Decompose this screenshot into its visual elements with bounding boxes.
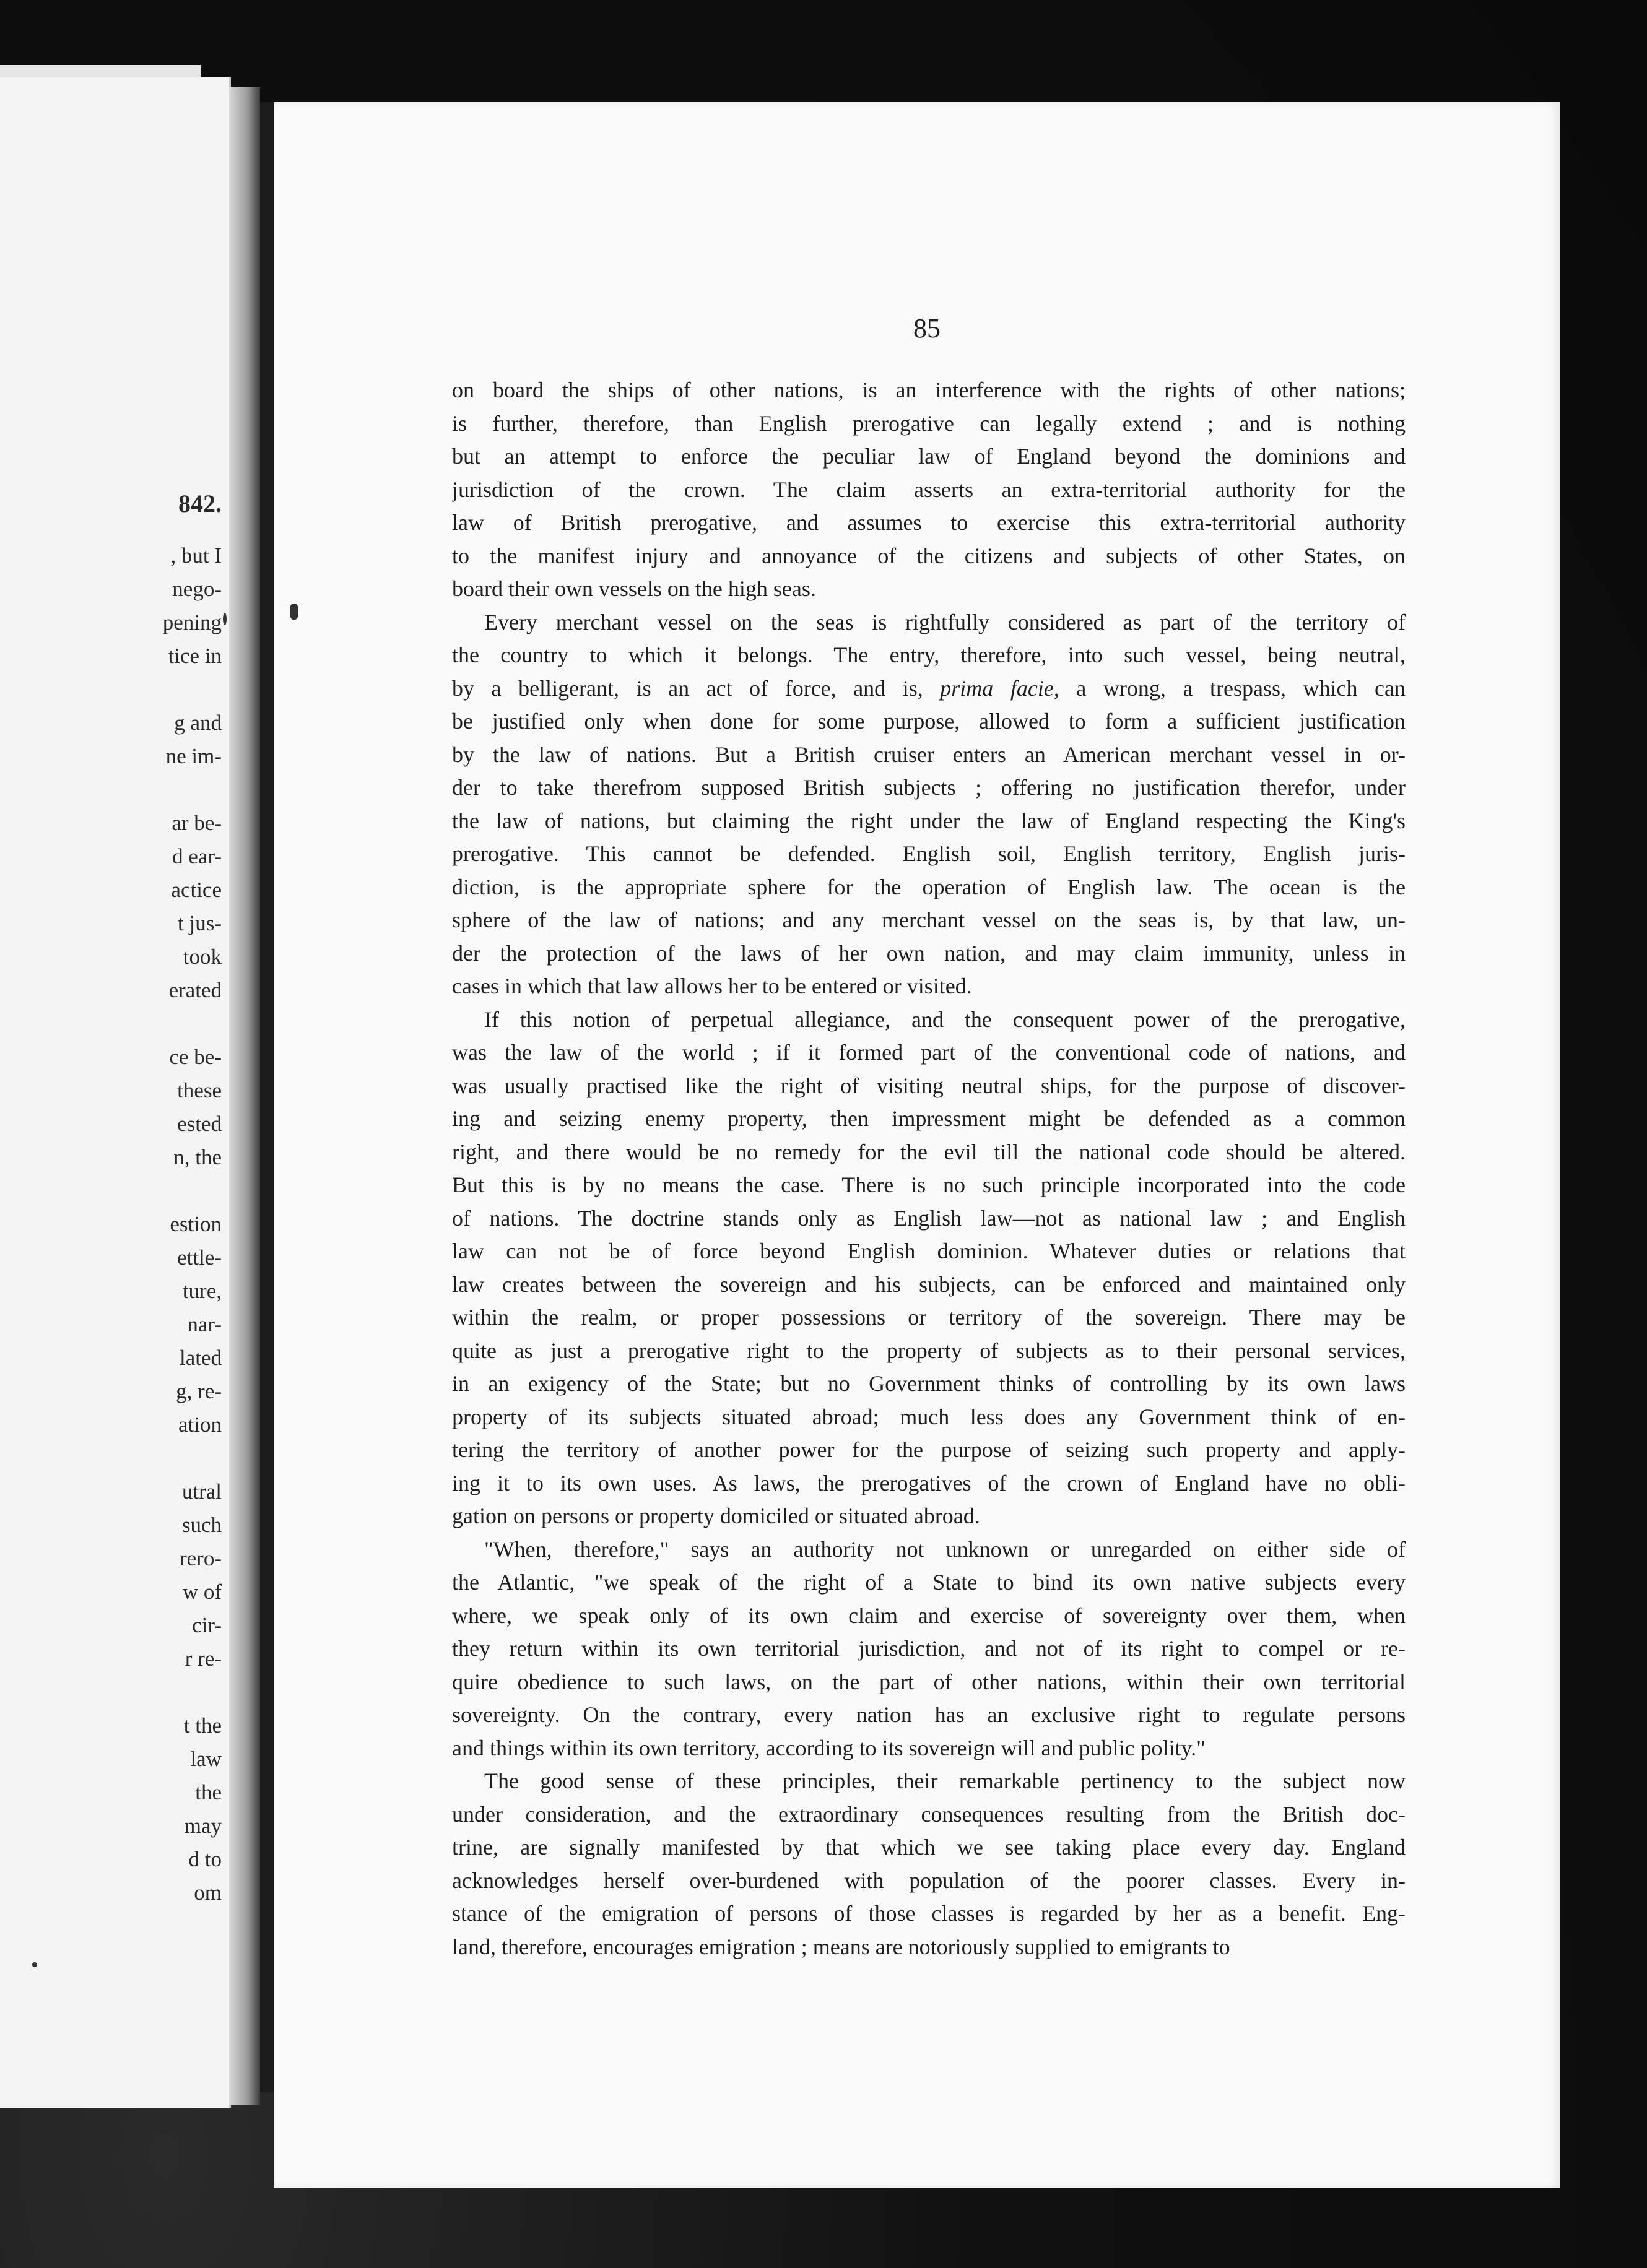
text-line: they return within its own territorial jurisdiction, and not of its right to compel or re-: [452, 1636, 1406, 1661]
text-line: to the manifest injury and annoyance of the citizens and subjects of other States, on: [452, 543, 1406, 568]
ink-speck: [290, 604, 298, 620]
previous-page-fragment: nego-: [172, 577, 222, 601]
page-body: [452, 374, 1406, 1963]
previous-page-fragment: g, re-: [176, 1379, 222, 1403]
paragraph: [452, 1003, 1406, 1533]
text-line: stance of the emigration of persons of those classes is regarded by her as a benefit. Eng-: [452, 1901, 1406, 1926]
previous-page-fragment: ation: [178, 1413, 222, 1437]
binding-shadow: [229, 87, 260, 2105]
text-line: in an exigency of the State; but no Government thinks of controlling by its own laws: [452, 1371, 1406, 1396]
text-line: within the realm, or proper possessions or territory of the sovereign. There may be: [452, 1305, 1406, 1330]
text-line: ing it to its own uses. As laws, the prerogatives of the crown of England have no obli-: [452, 1470, 1406, 1495]
text-line: board their own vessels on the high seas.: [452, 576, 816, 601]
text-line: on board the ships of other nations, is an interference with the rights of other nations;: [452, 378, 1406, 402]
previous-page-fragment: t jus-: [178, 911, 222, 935]
previous-page-fragment: ested: [177, 1112, 222, 1136]
previous-page: [0, 77, 231, 2108]
previous-page-fragment: d to: [188, 1847, 222, 1871]
previous-page-fragment: nar-: [187, 1312, 222, 1336]
text-line: but an attempt to enforce the peculiar law of England beyond the dominions and: [452, 444, 1406, 469]
text-line: the Atlantic, "we speak of the right of a State to bind its own native subjects every: [452, 1570, 1406, 1595]
previous-page-fragment: w of: [182, 1580, 222, 1604]
previous-page-fragment: may: [184, 1814, 222, 1838]
text-line: If this notion of perpetual allegiance, and the consequent power of the prerogative,: [484, 1006, 1406, 1032]
previous-page-fragment: ar be-: [172, 811, 222, 835]
text-line: by the law of nations. But a British cruiser enters an American merchant vessel in or-: [452, 742, 1406, 767]
previous-page-fragment: tice in: [168, 644, 222, 668]
text-line: diction, is the appropriate sphere for the operation of English law. The ocean is the: [452, 874, 1406, 899]
text-line: jurisdiction of the crown. The claim asserts an extra-territorial authority for the: [452, 477, 1406, 502]
previous-page-fragment: erated: [168, 978, 222, 1002]
text-line: "When, therefore," says an authority not unknown or unregarded on either side of: [484, 1536, 1406, 1562]
text-line: was the law of the world ; if it formed part of the conventional code of nations, and: [452, 1040, 1406, 1065]
text-line: was usually practised like the right of visiting neutral ships, for the purpose of discover-: [452, 1073, 1406, 1098]
text-line: sphere of the law of nations; and any merchant vessel on the seas is, by that law, un-: [452, 907, 1406, 932]
previous-page-fragment: estion: [170, 1212, 222, 1236]
binding-spine: [260, 102, 274, 2092]
text-line: prerogative. This cannot be defended. English soil, English territory, English juris-: [452, 841, 1406, 866]
previous-page-fragment: om: [194, 1881, 222, 1905]
previous-page-fragment: the: [195, 1780, 222, 1804]
text-line: law can not be of force beyond English dominion. Whatever duties or relations that: [452, 1239, 1406, 1263]
previous-page-fragment: ture,: [182, 1279, 222, 1303]
text-line: acknowledges herself over-burdened with population of the poorer classes. Every in-: [452, 1868, 1406, 1893]
previous-page-fragment: d ear-: [172, 844, 222, 868]
text-line: der to take therefrom supposed British subjects ; offering no justification therefor, under: [452, 775, 1406, 800]
text-line: of nations. The doctrine stands only as English law—not as national law ; and English: [452, 1205, 1406, 1231]
previous-page-fragment: t the: [183, 1713, 222, 1738]
previous-page-fragment: utral: [181, 1479, 222, 1504]
previous-page-fragment: r re-: [185, 1647, 222, 1671]
previous-page-fragment: these: [177, 1078, 222, 1102]
text-line: The good sense of these principles, their remarkable pertinency to the subject now: [484, 1768, 1406, 1793]
text-line: quire obedience to such laws, on the part of other nations, within their own territorial: [452, 1669, 1406, 1694]
paragraph: [452, 606, 1406, 1003]
previous-page-fragment: actice: [171, 878, 222, 902]
previous-page-fragment: pening: [162, 610, 222, 634]
previous-page-fragment: ettle-: [177, 1245, 222, 1270]
left-page-edge: [0, 65, 201, 79]
previous-page-fragment: , but I: [170, 543, 222, 568]
text-line: where, we speak only of its own claim and exercise of sovereignty over them, when: [452, 1603, 1406, 1628]
text-line: cases in which that law allows her to be entered or visited.: [452, 974, 972, 998]
text-line: trine, are signally manifested by that which we see taking place every day. England: [452, 1835, 1406, 1859]
text-line: tering the territory of another power for the purpose of seizing such property and apply-: [452, 1437, 1406, 1462]
text-line: is further, therefore, than English prerogative can legally extend ; and is nothing: [452, 410, 1406, 436]
text-line: right, and there would be no remedy for the evil till the national code should be altered.: [452, 1139, 1406, 1164]
previous-page-fragment: cir-: [192, 1613, 222, 1637]
ink-speck: [32, 1962, 37, 1967]
text-line: law of British prerogative, and assumes to exercise this extra-territorial authority: [452, 510, 1406, 535]
previous-page-fragment: g and: [174, 711, 222, 735]
text-line: quite as just a prerogative right to the property of subjects as to their personal services,: [452, 1338, 1406, 1363]
previous-page-text-fragments: [0, 77, 222, 2108]
text-line: and things within its own territory, according to its sovereign will and public polity.": [452, 1735, 1206, 1760]
text-line: der the protection of the laws of her own nation, and may claim immunity, unless in: [452, 940, 1406, 966]
text-line: under consideration, and the extraordinary consequences resulting from the British doc-: [452, 1801, 1406, 1827]
text-line: gation on persons or property domiciled or situated abroad.: [452, 1504, 980, 1528]
previous-page-fragment: 842.: [178, 490, 222, 517]
text-line: Every merchant vessel on the seas is rightfully considered as part of the territory of: [484, 609, 1406, 634]
text-line: law creates between the sovereign and his subjects, can be enforced and maintained only: [452, 1271, 1406, 1297]
previous-page-fragment: took: [183, 945, 222, 969]
page-number: 85: [913, 313, 941, 344]
text-line: sovereignty. On the contrary, every nation has an exclusive right to regulate persons: [452, 1702, 1406, 1727]
text-line: the country to which it belongs. The entry, therefore, into such vessel, being neutral,: [452, 643, 1406, 667]
previous-page-fragment: ce be-: [169, 1045, 222, 1069]
previous-page-fragment: lated: [179, 1346, 222, 1370]
ink-speck: [223, 613, 227, 625]
previous-page-fragment: such: [181, 1513, 222, 1537]
previous-page-fragment: ne im-: [165, 744, 222, 768]
paragraph: [452, 1765, 1406, 1963]
text-line: ing and seizing enemy property, then impressment might be defended as a common: [452, 1106, 1406, 1131]
text-line: be justified only when done for some purpose, allowed to form a sufficient justification: [452, 709, 1406, 734]
paragraph: [452, 374, 1406, 606]
paragraph: [452, 1533, 1406, 1765]
text-line: land, therefore, encourages emigration ; means are notoriously supplied to emigrants to: [452, 1934, 1230, 1959]
previous-page-fragment: law: [190, 1747, 222, 1771]
previous-page-fragment: rero-: [179, 1546, 222, 1570]
text-line: the law of nations, but claiming the right under the law of England respecting the King's: [452, 808, 1406, 833]
text-line: But this is by no means the case. There is no such principle incorporated into the code: [452, 1172, 1406, 1197]
text-line: by a belligerant, is an act of force, and is, prima facie, a wrong, a trespass, which can: [452, 675, 1406, 701]
previous-page-fragment: n, the: [173, 1145, 222, 1169]
text-line: property of its subjects situated abroad; much less does any Government think of en-: [452, 1404, 1406, 1429]
